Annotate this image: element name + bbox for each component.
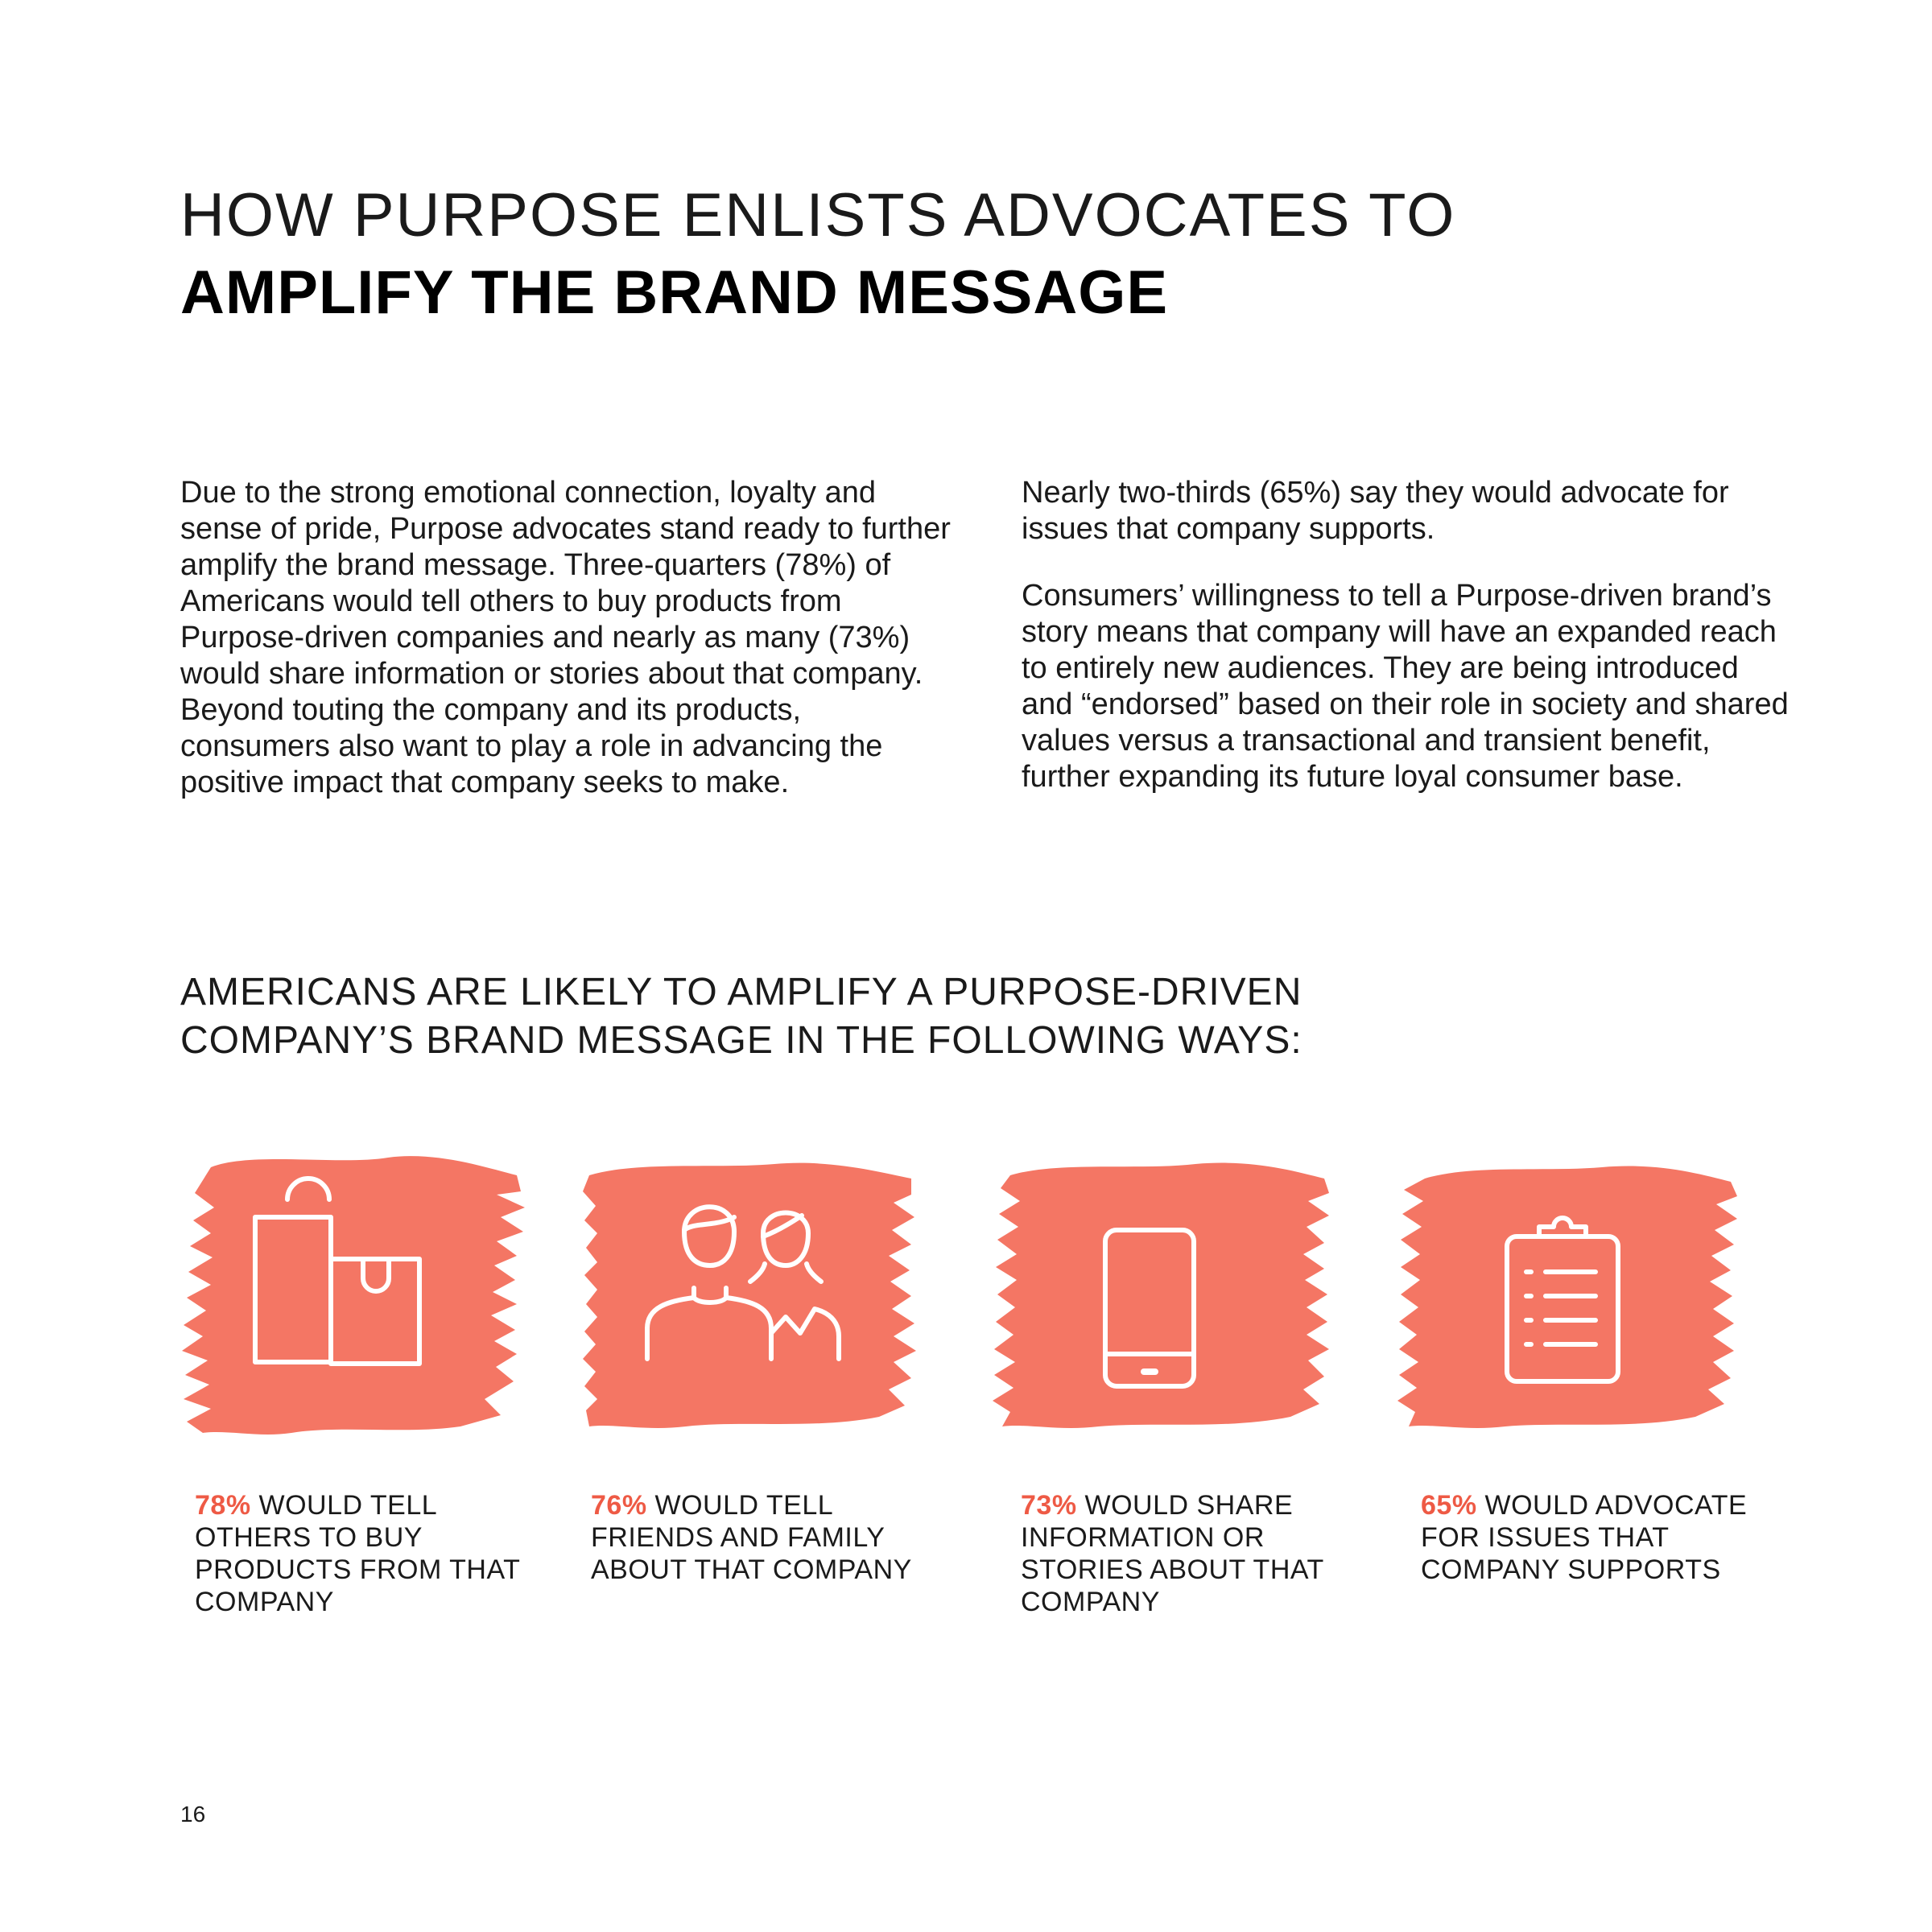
body-column-right [1022,475,1794,826]
section-subheading [180,968,1710,1065]
page-number: 16 [180,1802,206,1827]
body-paragraph: Consumers’ willingness to tell a Purpose-driven brand’s story means that company will have an expanded reach to entirely new audiences. They are being introduced and “endorsed” based on their role in society and shared values versus a transactional and transient benefit, further expanding its future loyal consumer base. [1022,579,1789,794]
stat-card-1 [179,1143,533,1465]
stat-caption-1 [195,1489,549,1618]
stat-percent: 78% [195,1490,251,1521]
stat-text: WOULD TELL FRIENDS AND FAMILY ABOUT THAT COMPANY [591,1490,912,1585]
body-paragraph: Due to the strong emotional connection, loyalty and sense of pride, Purpose advocates stand ready to further amplify the brand message. Three-quarters (78%) of Americans would tell others to buy products from Purpose-driven companies and nearly as many (73%) would share information or stories about that company. Beyond touting the company and its products, consumers also want to play a role in advancing the positive impact that company seeks to make. [180,476,951,799]
stat-caption-2 [591,1489,945,1586]
stat-caption-3 [1021,1489,1375,1618]
smartphone-icon [986,1143,1340,1465]
title-line-2: AMPLIFY THE BRAND MESSAGE [180,258,1169,327]
stat-percent: 65% [1421,1490,1477,1521]
stat-card-3 [986,1143,1340,1465]
stat-percent: 73% [1021,1490,1077,1521]
stat-card-4 [1393,1143,1747,1465]
page-title [180,179,1710,330]
body-paragraph: Nearly two-thirds (65%) say they would advocate for issues that company supports. [1022,476,1729,546]
subheading-line-1: AMERICANS ARE LIKELY TO AMPLIFY A PURPOSE-DRIVEN [180,971,1302,1013]
title-line-1: HOW PURPOSE ENLISTS ADVOCATES TO [180,181,1456,250]
subheading-line-2: COMPANY’S BRAND MESSAGE IN THE FOLLOWING WAYS: [180,1019,1302,1062]
people-icon [573,1143,927,1465]
body-column-left [180,475,953,832]
stat-text: WOULD ADVOCATE FOR ISSUES THAT COMPANY SUPPORTS [1421,1490,1748,1585]
clipboard-icon [1393,1143,1747,1465]
shopping-bags-icon [179,1143,533,1465]
stat-text: WOULD SHARE INFORMATION OR STORIES ABOUT THAT COMPANY [1021,1490,1324,1617]
stat-percent: 76% [591,1490,647,1521]
stat-card-2 [573,1143,927,1465]
stat-text: WOULD TELL OTHERS TO BUY PRODUCTS FROM THAT COMPANY [195,1490,520,1617]
stat-caption-4 [1421,1489,1775,1586]
